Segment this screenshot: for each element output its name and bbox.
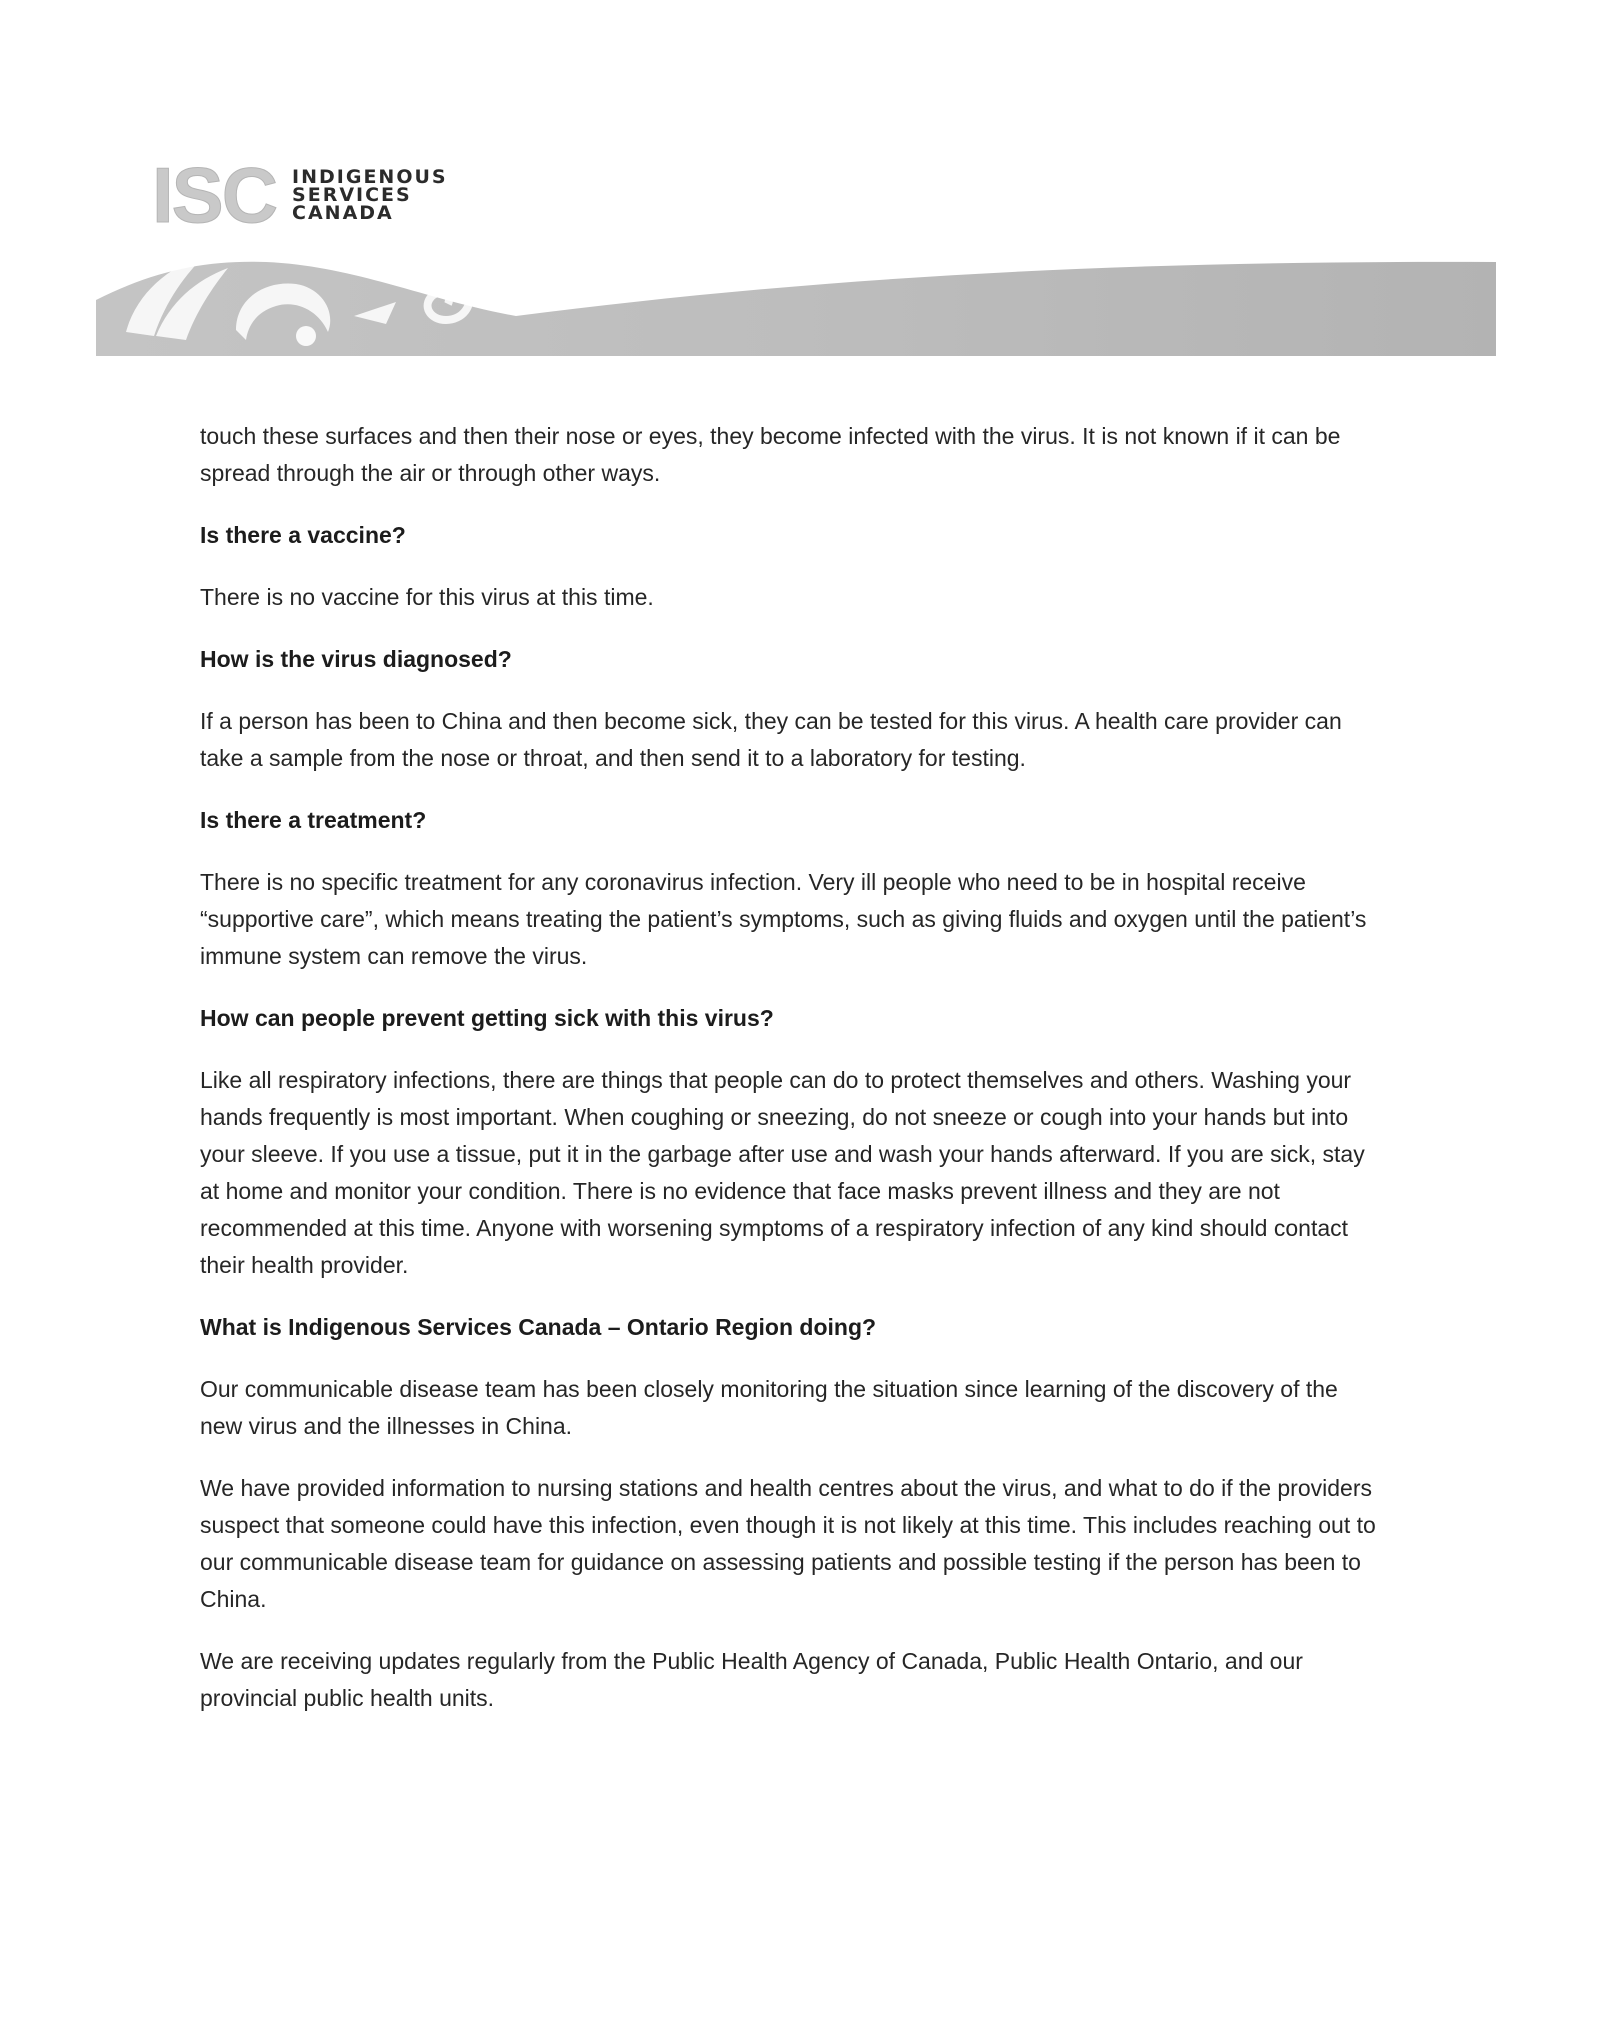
paragraph-diagnosis: If a person has been to China and then become sick, they can be tested for this virus. A health care provider can take a sample from the nose or throat, and then send it to a laboratory for testing. xyxy=(200,708,1342,771)
heading-prevention: How can people prevent getting sick with this virus? xyxy=(200,1005,774,1031)
isc-logo xyxy=(152,151,448,239)
logo-mark: ISC xyxy=(152,151,277,239)
logo-word-canada: CANADA xyxy=(292,202,394,224)
letterhead xyxy=(0,0,1600,360)
paragraph-prevention: Like all respiratory infections, there are things that people can do to protect themselves and others. Washing your hands frequently is most important. When coughing or sneezing, do not sneeze or cough into your hands but into your sleeve. If you use a tissue, put it in the garbage after use and wash your hands afterward. If you are sick, stay at home and monitor your condition. There is no evidence that face masks prevent illness and they are not recommended at this time. Anyone with worsening symptoms of a respiratory infection of any kind should contact their health provider. xyxy=(200,1067,1365,1278)
intro-paragraph: touch these surfaces and then their nose or eyes, they become infected with the virus. It is not known if it can be spread through the air or through other ways. xyxy=(200,423,1341,486)
header-banner-graphic xyxy=(96,240,1496,356)
heading-diagnosis: How is the virus diagnosed? xyxy=(200,646,512,672)
paragraph-treatment: There is no specific treatment for any coronavirus infection. Very ill people who need to be in hospital receive “supportive care”, which means treating the patient’s symptoms, such as giving fluids and oxygen until the patient’s immune system can remove the virus. xyxy=(200,869,1367,969)
paragraph-monitoring: Our communicable disease team has been closely monitoring the situation since learning of the discovery of the new virus and the illnesses in China. xyxy=(200,1376,1338,1439)
paragraph-vaccine: There is no vaccine for this virus at this time. xyxy=(200,584,654,610)
paragraph-updates: We are receiving updates regularly from the Public Health Agency of Canada, Public Health Ontario, and our provincial public health units. xyxy=(200,1648,1303,1711)
heading-treatment: Is there a treatment? xyxy=(200,807,427,833)
document-body xyxy=(200,418,1380,1742)
logo-wordmark xyxy=(292,168,448,222)
heading-vaccine: Is there a vaccine? xyxy=(200,522,406,548)
heading-isc-ontario: What is Indigenous Services Canada – Ontario Region doing? xyxy=(200,1314,877,1340)
logo-word-indigenous: INDIGENOUS xyxy=(292,166,448,188)
paragraph-information-provided: We have provided information to nursing stations and health centres about the virus, and what to do if the providers suspect that someone could have this infection, even though it is not likely at this time. This includes reaching out to our communicable disease team for guidance on assessing patients and possible testing if the person has been to China. xyxy=(200,1475,1376,1612)
logo-word-services: SERVICES xyxy=(292,184,412,206)
